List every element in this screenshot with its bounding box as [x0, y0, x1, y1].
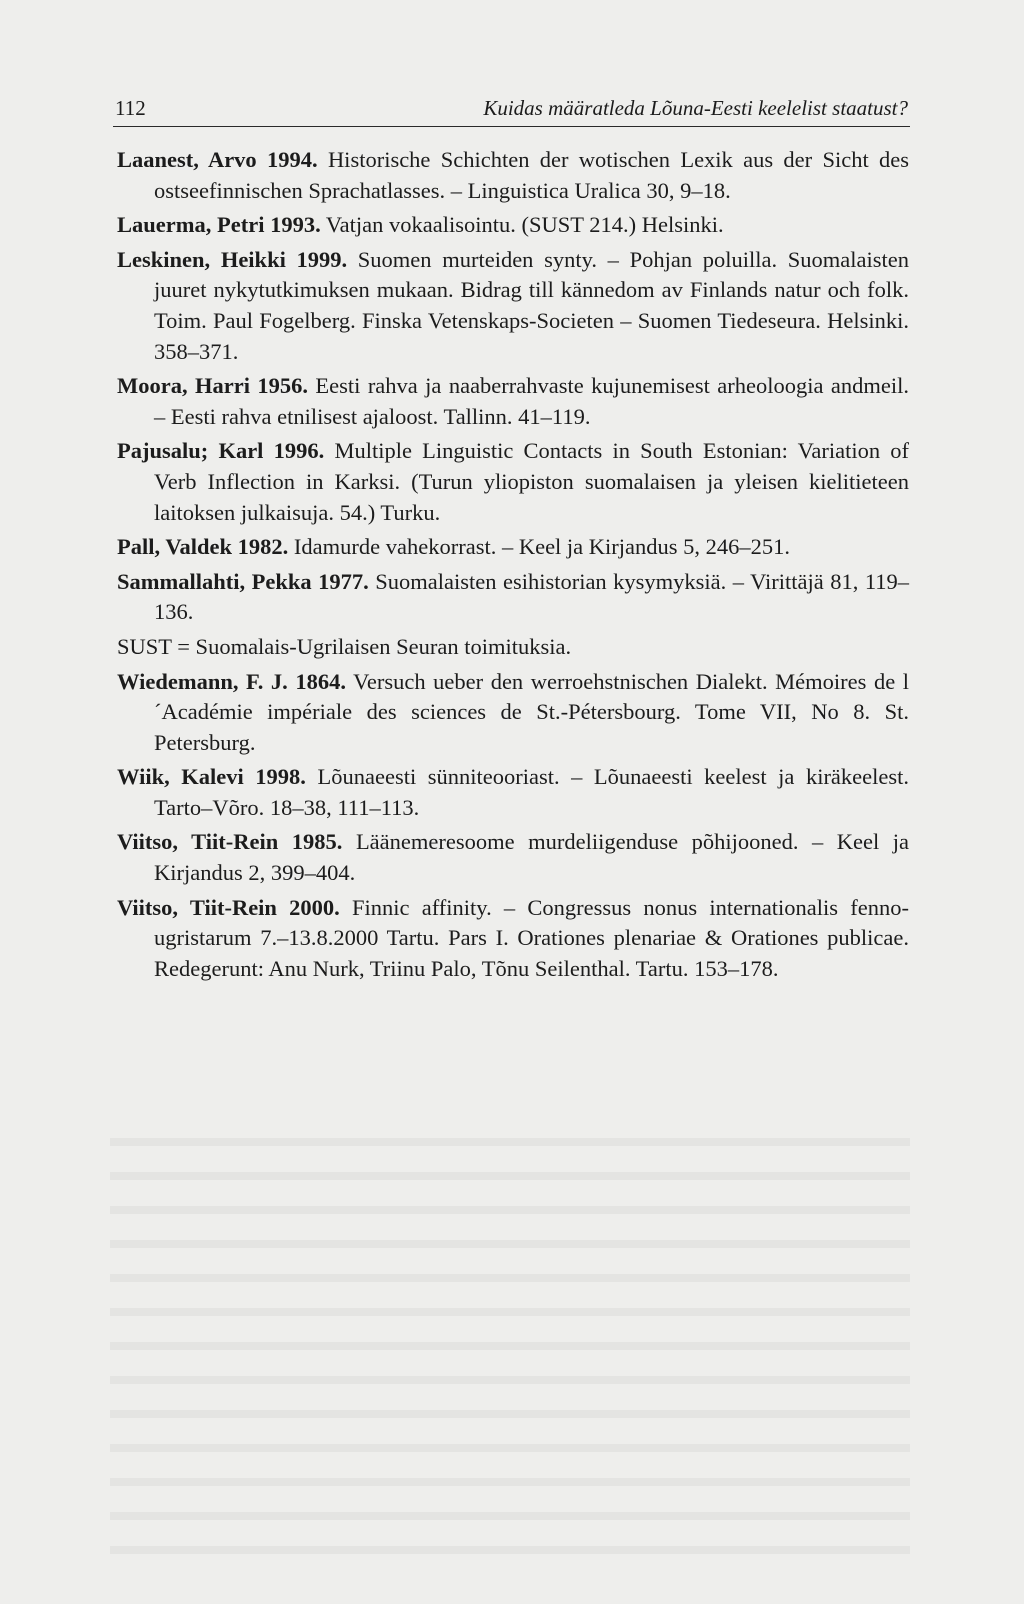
reference-author: Wiik, Kalevi 1998.: [117, 764, 306, 790]
reference-author: Laanest, Arvo 1994.: [117, 147, 318, 172]
reference-text: Lõunaeesti sünniteooriast. – Lõunaeesti keelest ja kiräkeelest. Tarto–Võro. 18–38, 111–113.: [154, 764, 910, 820]
reference-text: Eesti rahva ja naaberrahvaste kujunemisest arheoloogia andmeil. – Eesti rahva etnilisest ajaloost. Tallinn. 41–119.: [154, 373, 910, 429]
reference-author: Pall, Valdek 1982.: [117, 534, 289, 560]
page-header: [113, 96, 910, 127]
reference-author: Moora, Harri 1956.: [117, 373, 309, 399]
reference-list: [117, 145, 909, 988]
reference-entry: [117, 145, 909, 206]
reference-text: Suomalaisten esihistorian kysymyksiä. – Virittäjä 81, 119–136.: [154, 568, 909, 625]
reference-text: Versuch ueber den werroehstnischen Dialekt. Mémoires de l´Académie impériale des sciences de St.-Pétersbourg. Tome VII, No 8. St. Petersburg.: [154, 668, 909, 755]
reference-text: Vatjan vokaalisointu. (SUST 214.) Helsinki.: [325, 212, 724, 238]
reference-entry: [117, 436, 909, 528]
reference-text: Idamurde vahekorrast. – Keel ja Kirjandus 5, 246–251.: [293, 534, 791, 560]
reference-author: Pajusalu; Karl 1996.: [117, 438, 325, 464]
reference-author: Sammallahti, Pekka 1977.: [117, 568, 369, 594]
reference-entry: [117, 532, 909, 563]
reference-entry: [117, 210, 909, 241]
page-number: 112: [115, 96, 146, 120]
reference-author: Wiedemann, F. J. 1864.: [117, 668, 346, 694]
reference-text: Suomen murteiden synty. – Pohjan poluilla. Suomalaisten juuret nykytutkimuksen mukaan. Bidrag till kännedom av Finlands natur och folk. Toim. Paul Fogelberg. Finska Vetenskaps-Societen – Suomen Tiedeseura. Helsinki. 358–371.: [154, 246, 910, 364]
show-through-shadow: [110, 1120, 910, 1560]
reference-author: Viitso, Tiit-Rein 1985.: [117, 829, 343, 855]
reference-text: Finnic affinity. – Congressus nonus internationalis fenno-ugristarum 7.–13.8.2000 Tartu. Pars I. Orationes plenariae & Orationes publicae. Redegerunt: Anu Nurk, Triinu Palo, Tõnu Seilenthal. Tartu. 153–178.: [154, 894, 909, 981]
reference-author: Lauerma, Petri 1993.: [117, 212, 321, 238]
reference-text: Multiple Linguistic Contacts in South Estonian: Variation of Verb Inflection in Karksi. (Turun yliopiston suomalaisen ja yleisen kielitieteen laitoksen julkaisuja. 54.) Turku.: [154, 438, 910, 525]
reference-entry: [117, 827, 909, 888]
reference-author: Leskinen, Heikki 1999.: [117, 246, 348, 272]
reference-entry: [117, 762, 909, 823]
reference-text: SUST = Suomalais-Ugrilaisen Seuran toimituksia.: [117, 633, 572, 659]
reference-entry: [117, 245, 909, 367]
reference-entry: [117, 893, 909, 985]
reference-text: Läänemeresoome murdeliigenduse põhijooned. – Keel ja Kirjandus 2, 399–404.: [154, 829, 910, 886]
reference-text: Historische Schichten der wotischen Lexik aus der Sicht des ostseefinnischen Sprachatlasses. – Linguistica Uralica 30, 9–18.: [154, 147, 910, 203]
running-title: Kuidas määratleda Lõuna-Eesti keelelist staatust?: [483, 96, 908, 120]
reference-entry: [117, 371, 909, 432]
reference-author: Viitso, Tiit-Rein 2000.: [117, 894, 340, 920]
reference-entry: [117, 632, 909, 663]
reference-entry: [117, 667, 909, 759]
reference-entry: [117, 567, 909, 628]
